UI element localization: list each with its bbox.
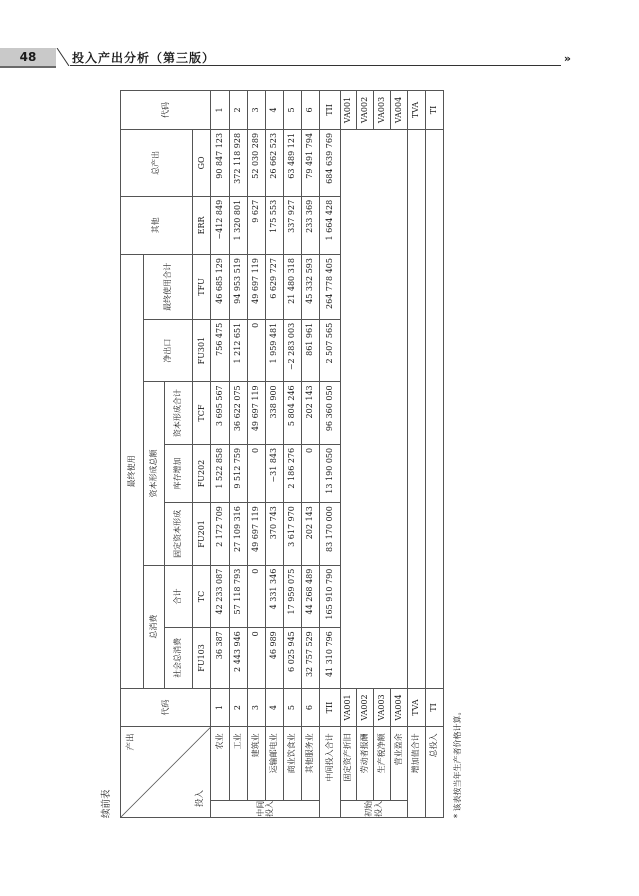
row-code: VA003 — [374, 688, 391, 727]
cell: 46 685 129 — [211, 255, 229, 320]
row-code: 1 — [211, 688, 229, 727]
cell: 45 332 593 — [301, 255, 319, 320]
continued-label: 续前表 — [101, 789, 112, 818]
input-output-table — [120, 90, 444, 818]
corner-output-label: 产出 — [126, 733, 136, 751]
cell: 1 320 801 — [229, 196, 247, 254]
cell: 175 553 — [265, 196, 283, 254]
col-code: FU301 — [193, 319, 211, 382]
row-label: 生产税净额 — [374, 727, 391, 800]
row-label: 总投入 — [425, 727, 443, 818]
other-header: 其他 — [121, 196, 193, 254]
col-code: FU202 — [193, 444, 211, 502]
col-code: FU201 — [193, 503, 211, 566]
cell: 90 847 123 — [211, 129, 229, 196]
cell: 49 697 119 — [247, 382, 265, 445]
row-code: VA002 — [357, 688, 374, 727]
table-row — [340, 91, 357, 818]
row-code: 2 — [229, 688, 247, 727]
col-code: FU103 — [193, 628, 211, 688]
cell: 6 629 727 — [265, 255, 283, 320]
cell: 202 143 — [301, 503, 319, 566]
cell: 9 512 759 — [229, 444, 247, 502]
cell: 4 331 346 — [265, 565, 283, 628]
cell: 202 143 — [301, 382, 319, 445]
row-label: 营业盈余 — [390, 727, 407, 800]
cell: 861 961 — [301, 319, 319, 382]
cell: 26 662 523 — [265, 129, 283, 196]
row-code: VA004 — [390, 688, 407, 727]
social-consumption-header: 社会总消费 — [164, 628, 192, 688]
cell: 2 172 709 — [211, 503, 229, 566]
cell: 13 190 050 — [319, 444, 340, 502]
cell: 684 639 769 — [319, 129, 340, 196]
col-code: ERR — [193, 196, 211, 254]
cell: −31 843 — [265, 444, 283, 502]
cell: 338 900 — [265, 382, 283, 445]
cell: 94 953 519 — [229, 255, 247, 320]
final-use-total-header: 最终使用合计 — [144, 255, 193, 320]
cell: 370 743 — [265, 503, 283, 566]
book-title: 投入产出分析（第三版） — [72, 51, 216, 65]
fixed-capital-header: 固定资本形成 — [164, 503, 192, 566]
table-row — [301, 91, 319, 818]
row-code-right: 4 — [265, 91, 283, 130]
empty-block — [407, 129, 425, 688]
cell: 57 118 793 — [229, 565, 247, 628]
cell: 42 233 087 — [211, 565, 229, 628]
cell: 756 475 — [211, 319, 229, 382]
cell: −412 849 — [211, 196, 229, 254]
table-row — [229, 91, 247, 818]
cell: 44 268 489 — [301, 565, 319, 628]
inventory-header: 库存增加 — [164, 444, 192, 502]
cell: 36 387 — [211, 628, 229, 688]
row-label: 工业 — [229, 727, 247, 800]
table-row — [211, 91, 229, 818]
row-code-right: VA001 — [340, 91, 357, 130]
running-header — [0, 48, 639, 66]
cell: 17 959 075 — [283, 565, 301, 628]
cell: 0 — [247, 628, 265, 688]
value-added-row — [407, 91, 425, 818]
row-label: 运输邮电业 — [265, 727, 283, 800]
cell: 1 522 858 — [211, 444, 229, 502]
double-chevron-right-icon: » — [563, 52, 569, 65]
page-number: 48 — [0, 48, 56, 68]
row-label: 商业饮食业 — [283, 727, 301, 800]
cell: 0 — [247, 444, 265, 502]
row-label: 固定资产折旧 — [340, 727, 357, 800]
cell: 5 804 246 — [283, 382, 301, 445]
row-label: 其他服务业 — [301, 727, 319, 800]
cell: 79 491 794 — [301, 129, 319, 196]
row-code-right: 5 — [283, 91, 301, 130]
empty-block — [425, 129, 443, 688]
table-row — [265, 91, 283, 818]
total-row — [319, 91, 340, 818]
cell: 41 310 796 — [319, 628, 340, 688]
row-code-right: 6 — [301, 91, 319, 130]
row-code-right: 1 — [211, 91, 229, 130]
cell: −2 283 003 — [283, 319, 301, 382]
row-code: 3 — [247, 688, 265, 727]
header-slant-divider — [56, 48, 70, 66]
cell: 0 — [247, 565, 265, 628]
row-code-right: TII — [319, 91, 340, 130]
row-code-right: 2 — [229, 91, 247, 130]
cell: 9 627 — [247, 196, 265, 254]
cell: 36 622 075 — [229, 382, 247, 445]
row-code-right: VA002 — [357, 91, 374, 130]
row-code: TII — [319, 688, 340, 727]
corner-cell — [121, 727, 211, 818]
cell: 264 778 405 — [319, 255, 340, 320]
col-code: TCF — [193, 382, 211, 445]
table-row — [247, 91, 265, 818]
col-code: TFU — [193, 255, 211, 320]
row-label: 劳动者报酬 — [357, 727, 374, 800]
cell: 0 — [247, 319, 265, 382]
final-use-header: 最终使用 — [121, 255, 144, 689]
row-code: 5 — [283, 688, 301, 727]
cell: 2 186 276 — [283, 444, 301, 502]
row-code-right: VA004 — [390, 91, 407, 130]
cell: 372 118 928 — [229, 129, 247, 196]
row-code: TI — [425, 688, 443, 727]
cell: 337 927 — [283, 196, 301, 254]
row-code-right: TI — [425, 91, 443, 130]
col-code: TC — [193, 565, 211, 628]
cell: 165 910 790 — [319, 565, 340, 628]
intermediate-input-group-label: 中间投入 — [211, 800, 319, 817]
consumption-total-header: 合计 — [164, 565, 192, 628]
cell: 2 507 565 — [319, 319, 340, 382]
cell: 3 695 567 — [211, 382, 229, 445]
cell: 83 170 000 — [319, 503, 340, 566]
row-label: 增加值合计 — [407, 727, 425, 818]
cell: 233 369 — [301, 196, 319, 254]
row-code-right: TVA — [407, 91, 425, 130]
net-export-header: 净出口 — [144, 319, 193, 382]
cell: 49 697 119 — [247, 255, 265, 320]
primary-input-group-label: 初始投入 — [340, 800, 407, 817]
cell: 21 480 318 — [283, 255, 301, 320]
row-code-right: VA003 — [374, 91, 391, 130]
cell: 46 989 — [265, 628, 283, 688]
row-code-right: 3 — [247, 91, 265, 130]
cell: 3 617 970 — [283, 503, 301, 566]
total-consumption-header: 总消费 — [144, 565, 165, 688]
capital-total-header: 资本形成合计 — [164, 382, 192, 445]
cell: 1 959 481 — [265, 319, 283, 382]
table-row — [283, 91, 301, 818]
gross-capital-header: 资本形成总额 — [144, 382, 165, 565]
row-label: 农业 — [211, 727, 229, 800]
footnote: * 该表按当年生产者价格计算。 — [453, 707, 462, 818]
row-code: VA001 — [340, 688, 357, 727]
code-header: 代码 — [121, 688, 211, 727]
col-code: GO — [193, 129, 211, 196]
rotated-table-block — [101, 90, 462, 818]
cell: 1 664 428 — [319, 196, 340, 254]
total-input-row — [425, 91, 443, 818]
cell: 63 489 121 — [283, 129, 301, 196]
code-right-header: 代码 — [121, 91, 211, 130]
cell: 27 109 316 — [229, 503, 247, 566]
cell: 96 360 050 — [319, 382, 340, 445]
empty-block — [340, 129, 407, 688]
row-code: 4 — [265, 688, 283, 727]
cell: 1 212 651 — [229, 319, 247, 382]
header-rule — [70, 65, 561, 66]
cell: 6 025 945 — [283, 628, 301, 688]
cell: 32 757 529 — [301, 628, 319, 688]
row-label: 中间投入合计 — [319, 727, 340, 818]
cell: 49 697 119 — [247, 503, 265, 566]
row-code: 6 — [301, 688, 319, 727]
row-label: 建筑业 — [247, 727, 265, 800]
cell: 2 443 946 — [229, 628, 247, 688]
gross-output-header: 总产出 — [121, 129, 193, 196]
cell: 0 — [301, 444, 319, 502]
cell: 52 030 289 — [247, 129, 265, 196]
corner-input-label: 投入 — [194, 789, 205, 807]
row-code: TVA — [407, 688, 425, 727]
